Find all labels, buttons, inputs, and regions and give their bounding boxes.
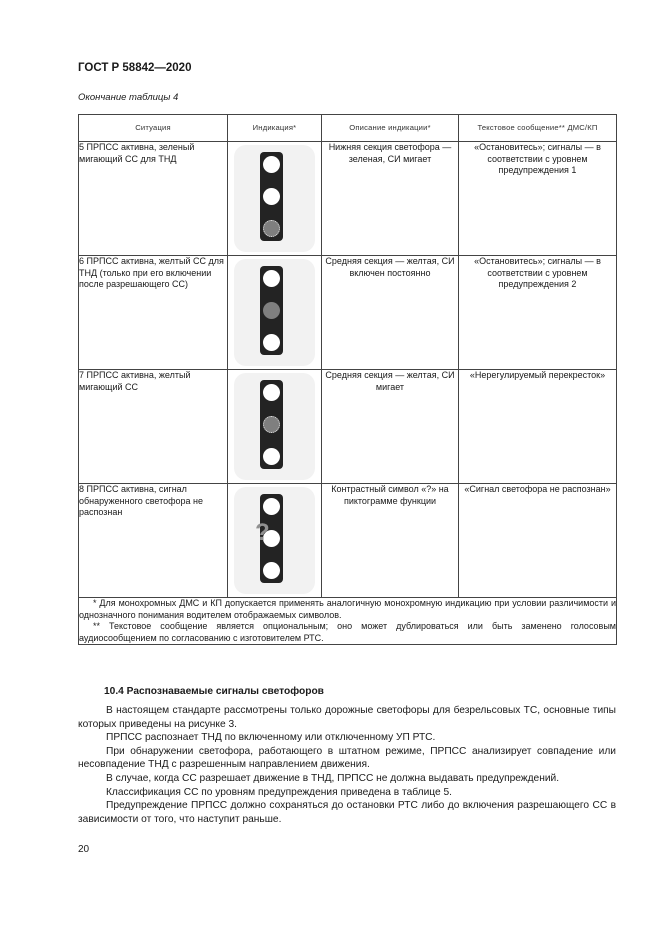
section-title: 10.4 Распознаваемые сигналы светофоров [104,686,324,697]
message-cell: «Остановитесь»; сигналы — в соответствии с уровнем предупреждения 1 [459,142,617,256]
message-cell: «Нерегулируемый перекресток» [459,370,617,484]
indication-cell [228,370,322,484]
middle-lamp-blinking [263,416,280,433]
indication-cell [228,256,322,370]
question-mark-icon: ? [255,519,270,546]
table-row [79,256,617,370]
table-notes [79,598,617,645]
description-cell: Средняя секция — желтая, СИ мигает [322,370,459,484]
page-number: 20 [78,844,90,855]
paragraph: При обнаружении светофора, работающего в штатном режиме, ПРПСС анализирует совпадение или несовпадение ТНД с разрешенным направлением движения. [78,745,616,771]
column-header-indication: Индикация* [228,115,322,142]
table-row [79,142,617,256]
paragraph: Классификация СС по уровням предупреждения приведена в таблице 5. [106,786,452,798]
traffic-light-icon [260,152,283,241]
standard-header: ГОСТ Р 58842—2020 [78,62,192,74]
footnote: ** Текстовое сообщение является опциональным; оно может дублироваться или быть заменено голосовым аудиосообщением по согласованию с изготовителем РТС. [79,621,616,643]
paragraph: В случае, когда СС разрешает движение в ТНД, ПРПСС не должна выдавать предупреждений. [106,772,560,784]
top-lamp [263,384,280,401]
bottom-lamp [263,448,280,465]
top-lamp [263,156,280,173]
footnote: * Для монохромных ДМС и КП допускается применять аналогичную монохромную индикацию при условии различимости и однозначного понимания водителем отображаемых символов. [79,598,616,620]
description-cell: Нижняя секция светофора — зеленая, СИ мигает [322,142,459,256]
top-lamp [263,498,280,515]
middle-lamp-steady [263,302,280,319]
message-cell: «Остановитесь»; сигналы — в соответствии с уровнем предупреждения 2 [459,256,617,370]
bottom-lamp-blinking [263,220,280,237]
description-cell: Средняя секция — желтая, СИ включен постоянно [322,256,459,370]
column-header-situation: Ситуация [79,115,228,142]
top-lamp [263,270,280,287]
situation-cell: 6 ПРПСС активна, желтый СС для ТНД (только при его включении после разрешающего СС) [79,256,228,370]
paragraph: ПРПСС распознает ТНД по включенному или отключенному УП РТС. [106,732,436,744]
bottom-lamp [263,334,280,351]
paragraph: В настоящем стандарте рассмотрены только дорожные светофоры для безрельсовых ТС, основные типы которых приведены на рисунке 3. [78,705,616,730]
description-cell: Контрастный символ «?» на пиктограмме функции [322,484,459,598]
column-header-description: Описание индикации* [322,115,459,142]
situation-cell: 5 ПРПСС активна, зеленый мигающий СС для ТНД [79,142,228,256]
table-4 [78,114,617,645]
table-row [79,370,617,484]
traffic-light-icon [260,266,283,355]
paragraph: Предупреждение ПРПСС должно сохраняться до остановки РТС либо до включения разрешающего СС в зависимости от того, что наступит раньше. [78,800,616,825]
section-body [78,704,616,826]
bottom-lamp [263,562,280,579]
table-caption: Окончание таблицы 4 [78,92,179,103]
indication-cell [228,484,322,598]
situation-cell: 8 ПРПСС активна, сигнал обнаруженного светофора не распознан [79,484,228,598]
traffic-light-icon [260,380,283,469]
table-row [79,484,617,598]
table-header-row [79,115,617,142]
indication-cell [228,142,322,256]
notes-row [79,598,617,645]
column-header-message: Текстовое сообщение** ДМС/КП [459,115,617,142]
situation-cell: 7 ПРПСС активна, желтый мигающий СС [79,370,228,484]
message-cell: «Сигнал светофора не распознан» [459,484,617,598]
middle-lamp [263,188,280,205]
